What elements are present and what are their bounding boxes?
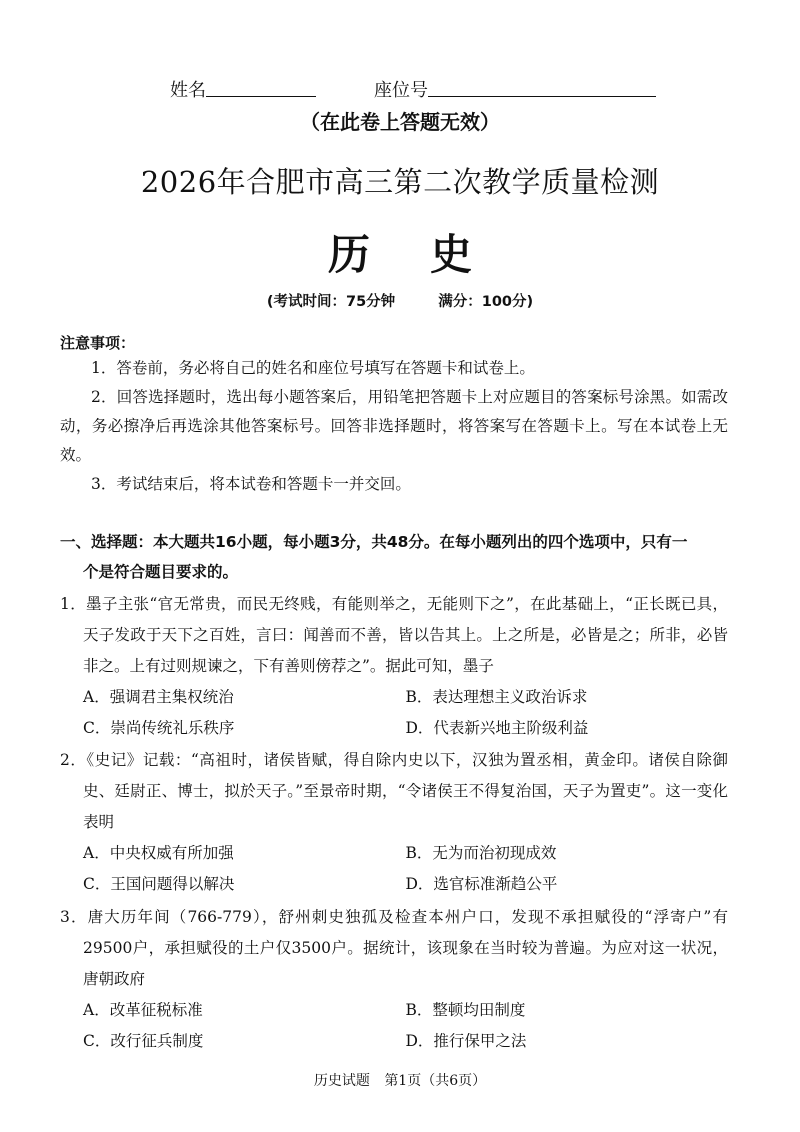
- footer-label: 历史试题: [313, 1073, 370, 1089]
- note-item-1: 1．答卷前，务必将自己的姓名和座位号填写在答题卡和试卷上。: [91, 359, 535, 377]
- option-a: A．中央权威有所加强: [83, 844, 234, 862]
- option-c: C．改行征兵制度: [83, 1032, 204, 1050]
- section-heading-continuation: 个是符合题目要求的。: [83, 563, 239, 581]
- subject-title: 历史: [327, 230, 532, 279]
- note-item-3: 3．考试结束后，将本试卷和答题卡一并交回。: [91, 475, 411, 493]
- option-b: B．整顿均田制度: [405, 1001, 526, 1019]
- option-c: C．王国问题得以解决: [83, 875, 235, 893]
- options: [60, 995, 728, 1057]
- question-2: [60, 745, 728, 900]
- page-number: 第1页（共6页）: [384, 1073, 487, 1089]
- question-stem: 3．唐大历年间（766-779），舒州刺史独孤及检查本州户口，发现不承担赋役的“浮寄户”有29500户，承担赋役的土户仅3500户。据统计，该现象在当时较为普遍。为应对这一状况，唐朝政府: [60, 908, 728, 988]
- section-heading: [60, 527, 728, 587]
- student-info-line: [0, 68, 800, 104]
- option-d: D．推行保甲之法: [405, 1032, 527, 1050]
- option-a: A．改革征税标准: [83, 1001, 203, 1019]
- page-footer: [0, 1070, 800, 1090]
- notes-heading: 注意事项：: [60, 334, 136, 352]
- option-b: B．无为而治初现成效: [405, 844, 557, 862]
- note-item-2: 2．回答选择题时，选出每小题答案后，用铅笔把答题卡上对应题目的答案标号涂黑。如需改动，务必擦净后再选涂其他答案标号。回答非选择题时，将答案写在答题卡上。写在本试卷上无效。: [60, 388, 728, 464]
- seat-number-label: 座位号: [374, 80, 428, 101]
- options: [60, 838, 728, 900]
- question-stem: 1．墨子主张“官无常贵，而民无终贱，有能则举之，无能则下之”，在此基础上，“正长既已具，天子发政于天下之百姓，言曰：闻善而不善，皆以告其上。上之所是，必皆是之；所非，必皆非之。上有过则规谏之，下有善则傍荐之”。据此可知，墨子: [60, 595, 728, 675]
- seat-number-blank: [428, 96, 656, 97]
- option-d: D．选官标准渐趋公平: [405, 875, 558, 893]
- name-label: 姓名: [170, 80, 206, 101]
- name-blank: [206, 96, 316, 97]
- option-d: D．代表新兴地主阶级利益: [405, 719, 589, 737]
- invalid-answer-notice: （在此卷上答题无效）: [300, 110, 500, 134]
- option-a: A．强调君主集权统治: [83, 688, 234, 706]
- option-c: C．崇尚传统礼乐秩序: [83, 719, 235, 737]
- question-1: [60, 589, 728, 744]
- options: [60, 682, 728, 744]
- exam-time: (考试时间：75分钟: [266, 294, 396, 310]
- question-stem: 2．《史记》记载：“高祖时，诸侯皆赋，得自除内史以下，汉独为置丞相，黄金印。诸侯自除御史、廷尉正、博士，拟於天子。”至景帝时期，“令诸侯王不得复治国，天子为置吏”。这一变化表明: [60, 751, 728, 831]
- exam-info: [0, 290, 800, 311]
- exam-score: 满分：100分): [438, 294, 534, 310]
- section-heading-line: 一、选择题：本大题共16小题，每小题3分，共48分。在每小题列出的四个选项中，只有一: [60, 533, 688, 551]
- exam-title: 2026年合肥市高三第二次教学质量检测: [140, 165, 660, 199]
- question-3: [60, 902, 728, 1057]
- option-b: B．表达理想主义政治诉求: [405, 688, 588, 706]
